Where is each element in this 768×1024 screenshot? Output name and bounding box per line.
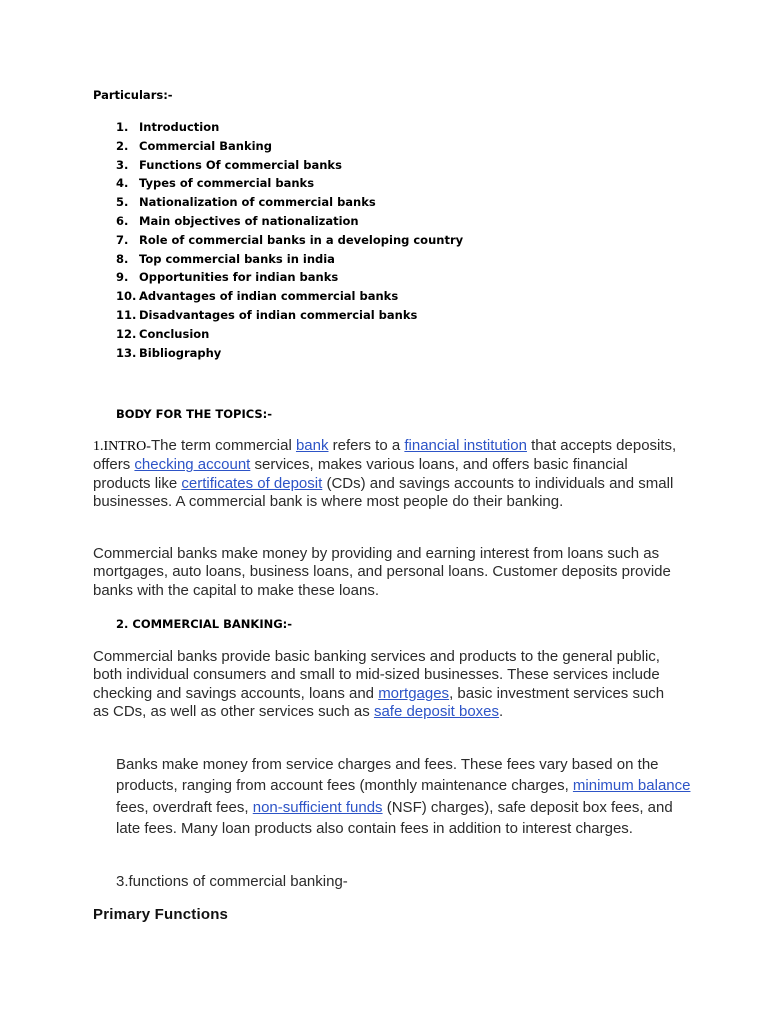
link-safe-deposit-boxes[interactable]: safe deposit boxes (373, 702, 500, 720)
intro-paragraph: 1.INTRO-The term commercial bank refers to a financial institution that accepts deposits, offers checking account services, makes various loans, and offers basic financial products like certificates of deposit (CDs) and savings accounts to individuals and small businesses. A commercial bank is where most people do their banking. (93, 437, 677, 510)
toc-item: 13. Bibliography (116, 345, 222, 360)
toc-item: 4. Types of commercial banks (116, 176, 315, 191)
toc-item: 6. Main objectives of nationalization (116, 213, 359, 228)
toc-item: 12. Conclusion (116, 326, 210, 341)
link-certificates-of-deposit[interactable]: certificates of deposit (181, 474, 323, 492)
intro-paragraph-2: Commercial banks make money by providing and earning interest from loans such as mortgages, auto loans, business loans, and personal loans. Customer deposits provide banks with the capital to make these loans. (93, 545, 671, 599)
link-bank[interactable]: bank (295, 437, 329, 454)
primary-functions-heading: Primary Functions (93, 906, 229, 923)
toc-item: 11. Disadvantages of indian commercial banks (116, 307, 418, 322)
link-mortgages[interactable]: mortgages (378, 684, 450, 702)
particulars-heading: Particulars:- (93, 88, 173, 102)
link-minimum-balance[interactable]: minimum balance (572, 777, 691, 795)
toc-item: 5. Nationalization of commercial banks (116, 195, 376, 210)
commercial-banking-heading: 2. COMMERCIAL BANKING:- (116, 617, 293, 631)
toc-item: 8. Top commercial banks in india (116, 251, 335, 266)
intro-label: 1.INTRO- (93, 439, 151, 454)
fees-paragraph: Banks make money from service charges and fees. These fees vary based on the products, ranging from account fees (monthly maintenance charges, minimum balance fees, overdraft fees, non-sufficient funds (NSF) charges), safe deposit box fees, and late fees. Many loan products also contain fees in addition to interest charges. (116, 756, 691, 837)
link-checking-account[interactable]: checking account (134, 456, 251, 474)
link-financial-institution[interactable]: financial institution (404, 437, 527, 454)
table-of-contents (116, 118, 463, 362)
functions-line: 3.functions of commercial banking- (116, 873, 348, 890)
toc-item: 7. Role of commercial banks in a developing country (116, 232, 464, 247)
body-topics-heading: BODY FOR THE TOPICS:- (116, 407, 273, 421)
toc-item: 9. Opportunities for indian banks (116, 270, 339, 285)
commercial-banking-paragraph: Commercial banks provide basic banking services and products to the general public, both individual consumers and small to mid-sized businesses. These services include checking and savings accounts, loans and mortgages, basic investment services such as CDs, as well as other services such as safe deposit boxes. (93, 648, 665, 720)
toc-item: 10. Advantages of indian commercial banks (116, 289, 399, 304)
toc-item: 2. Commercial Banking (116, 138, 272, 153)
toc-item: 1. Introduction (116, 120, 220, 134)
link-non-sufficient-funds[interactable]: non-sufficient funds (252, 798, 383, 816)
toc-item: 3. Functions Of commercial banks (116, 157, 342, 172)
